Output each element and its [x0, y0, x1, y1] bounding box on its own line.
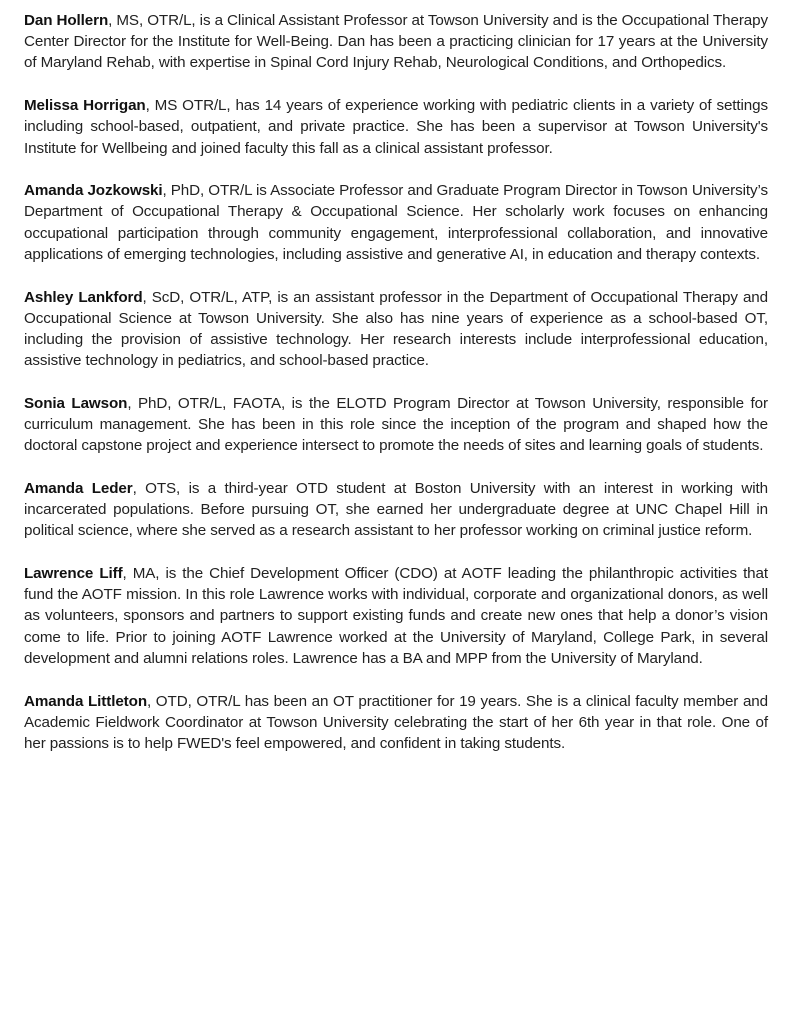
bio-name: Sonia Lawson	[24, 394, 128, 412]
bio-text: , MA, is the Chief Development Officer (CDO) at AOTF leading the philanthropic activities that fund the AOTF mission. In this role Lawrence works with individual, corporate and organizational donors, as well as volunteers, sponsors and partners to support existing funds and create new ones that help a donor’s vision come to life. Prior to joining AOTF Lawrence worked at the University of Maryland, College Park, in several development and alumni relations roles. Lawrence has a BA and MPP from the University of Maryland.	[24, 565, 768, 667]
bio-name: Dan Hollern	[24, 12, 109, 29]
bio-name: Ashley Lankford	[24, 288, 143, 306]
bio-name: Lawrence Liff	[24, 565, 123, 583]
bio-text: , PhD, OTR/L, FAOTA, is the ELOTD Program Director at Towson University, responsible for curriculum management. She has been in this role since the inception of the program and shaped how the doctoral capstone project and experience intersect to promote the needs of sites and learning goals of students.	[24, 394, 768, 455]
bio-paragraph-sonia-lawson	[24, 393, 768, 457]
bio-paragraph-amanda-jozkowski	[24, 180, 768, 265]
bio-name: Amanda Littleton	[24, 692, 147, 710]
bio-text: , PhD, OTR/L is Associate Professor and Graduate Program Director in Towson University’s Department of Occupational Therapy & Occupational Science. Her scholarly work focuses on enhancing occupational participation through community engagement, interprofessional collaboration, and innovative applications of emerging technologies, including assistive and generative AI, in education and therapy contexts.	[24, 182, 768, 263]
bio-paragraph-melissa-horrigan	[24, 95, 768, 159]
bio-paragraph-amanda-littleton	[24, 691, 768, 755]
bio-document	[24, 10, 768, 776]
bio-name: Amanda Jozkowski	[24, 182, 163, 200]
bio-text: , OTS, is a third-year OTD student at Boston University with an interest in working with incarcerated populations. Before pursuing OT, she earned her undergraduate degree at UNC Chapel Hill in political science, where she served as a research assistant to her professor working on criminal justice reform.	[24, 479, 769, 540]
bio-text: , ScD, OTR/L, ATP, is an assistant professor in the Department of Occupational Therapy and Occupational Science at Towson University. She also has nine years of experience as a school-based OT, including the provision of assistive technology. Her research interests include interprofessional education, assistive technology in pediatrics, and school-based practice.	[24, 288, 768, 370]
bio-paragraph-amanda-leder	[24, 478, 768, 542]
bio-text: , MS, OTR/L, is a Clinical Assistant Professor at Towson University and is the Occupational Therapy Center Director for the Institute for Well-Being. Dan has been a practicing clinician for 17 years at the University of Maryland Rehab, with expertise in Spinal Cord Injury Rehab, Neurological Conditions, and Orthopedics.	[24, 12, 768, 72]
bio-name: Melissa Horrigan	[24, 97, 146, 115]
bio-paragraph-lawrence-liff	[24, 563, 768, 669]
bio-name: Amanda Leder	[24, 479, 133, 497]
bio-text: , MS OTR/L, has 14 years of experience working with pediatric clients in a variety of settings including school-based, outpatient, and private practice. She has been a supervisor at Towson University's Institute for Wellbeing and joined faculty this fall as a clinical assistant professor.	[24, 97, 768, 157]
bio-text: , OTD, OTR/L has been an OT practitioner for 19 years. She is a clinical faculty member and Academic Fieldwork Coordinator at Towson University celebrating the start of her 6th year in that role. One of her passions is to help FWED's feel empowered, and confident in taking students.	[24, 692, 768, 752]
bio-paragraph-ashley-lankford	[24, 287, 768, 372]
bio-paragraph-dan-hollern	[24, 10, 768, 74]
